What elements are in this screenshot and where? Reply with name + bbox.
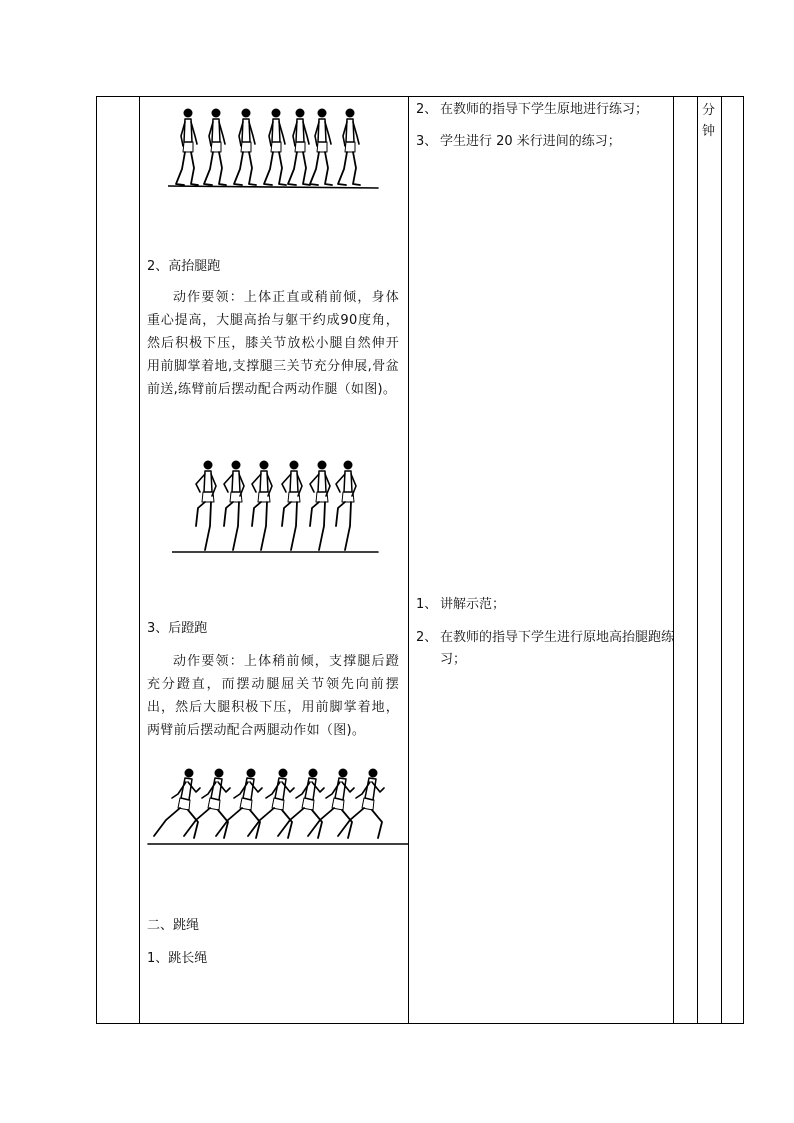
activity-item-number: 1、 <box>416 597 438 612</box>
activity-item-number: 3、 <box>416 134 438 149</box>
high-knee-description: 动作要领：上体正直或稍前倾，身体重心提高，大腿高抬与躯干约成90度角，然后积极下压，膝关节放松小腿自然伸开用前脚掌着地,支撑腿三关节充分伸展,骨盆前送,练臂前后摆动配合两动作腿（如图)。 <box>147 290 399 397</box>
table-divider <box>139 96 140 1024</box>
back-kick-description: 动作要领：上体稍前倾，支撑腿后蹬充分蹬直，而摆动腿屈关节领先向前摆出，然后大腿积极下压，用前脚掌着地，两臂前后摆动配合两腿动作如（图)。 <box>147 654 399 738</box>
lesson-plan-table <box>96 96 744 1024</box>
section-heading-back-kick: 3、后蹬跑 <box>147 621 208 636</box>
table-divider <box>697 96 698 1024</box>
back-kick-figure <box>146 764 408 848</box>
table-divider <box>721 96 722 1024</box>
table-divider <box>673 96 674 1024</box>
activity-item-text: 在教师的指导下学生原地进行练习； <box>440 102 649 117</box>
activity-item-text: 讲解示范； <box>440 597 506 612</box>
duration-unit-label: 分钟 <box>702 103 716 139</box>
activity-item-number: 2、 <box>416 630 438 645</box>
activity-item-text: 学生进行 20 米行进间的练习； <box>440 134 621 149</box>
table-divider <box>408 96 409 1024</box>
activity-item-text: 在教师的指导下学生进行原地高抬腿跑练习； <box>440 630 675 667</box>
running-sequence-figure <box>168 104 380 192</box>
section-heading-high-knee: 2、高抬腿跑 <box>147 259 221 274</box>
activity-item-number: 2、 <box>416 102 438 117</box>
section-heading-rope-skipping: 二、跳绳 <box>147 918 200 933</box>
high-knee-figure <box>172 456 380 556</box>
section-subheading-long-rope: 1、跳长绳 <box>147 951 208 966</box>
